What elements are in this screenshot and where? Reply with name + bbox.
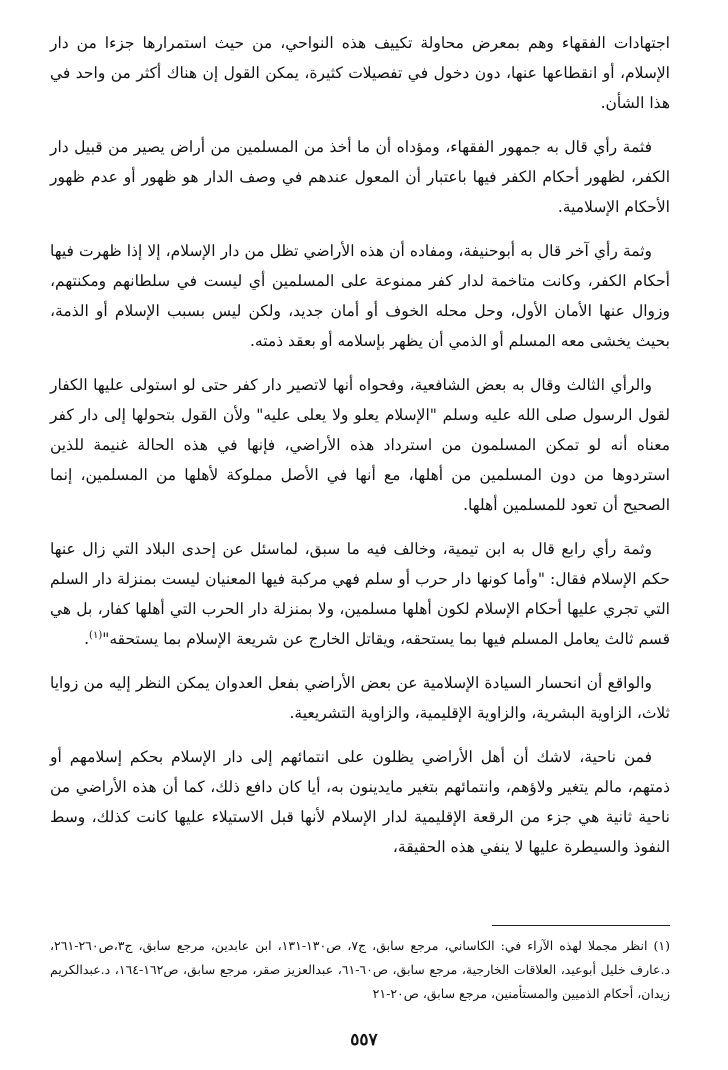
footnote-reference: (١) — [89, 629, 103, 641]
paragraph-4: والرأي الثالث وقال به بعض الشافعية، وفحواه أنها لاتصير دار كفر حتى لو استولى عليها الكفار لقول الرسول صلى الله عليه وسلم "الإسلام يعلو ولا يعلى عليه" ولأن القول بتحولها إلى دار كفر معناه أنه لو تمكن المسلمون من استرداد هذه الأراضي، فإنها في هذه الحالة غنيمة للذين استردوها من دون المسلمين من أهلها، مع أنها في الأصل مملوكة لأهلها من المسلمين، إنما الصحيح أن تعود للمسلمين أهلها. — [50, 376, 670, 514]
paragraph-1: اجتهادات الفقهاء وهم بمعرض محاولة تكييف هذه النواحي، من حيث استمرارها جزءا من دار الإسلام، أو انقطاعها عنها، دون دخول في تفصيلات كثيرة، يمكن القول إن هناك أكثر من واحد في هذا الشأن. — [50, 34, 670, 112]
paragraph-5: وثمة رأي رابع قال به ابن تيمية، وخالف فيه ما سبق، لماسئل عن إحدى البلاد التي زال عنها حكم الإسلام فقال: "وأما كونها دار حرب أو سلم فهي مركبة فيها المعنيان ليست بمنزلة دار السلم التي تجري عليها أحكام الإسلام لكون أهلها مسلمين، ولا بمنزلة دار الحرب التي أهلها كفار، بل هي قسم ثالث يعامل المسلم فيها بما يستحقه، ويقاتل الخارج عن شريعة الإسلام بما يستحقه"$^{(١)}$. — [50, 540, 670, 648]
page-number: ٥٥٧ — [350, 1030, 378, 1050]
paragraph-5-text: وثمة رأي رابع قال به ابن تيمية، وخالف فيه ما سبق، لماسئل عن إحدى البلاد التي زال عنها حكم الإسلام فقال: "وأما كونها دار حرب أو سلم فهي مركبة فيها المعنيان ليست بمنزلة دار السلم التي تجري عليها أحكام الإسلام لكون أهلها مسلمين، ولا بمنزلة دار الحرب التي أهلها كفار، بل هي قسم ثالث يعامل المسلم فيها بما يستحقه، ويقاتل الخارج عن شريعة الإسلام بما يستحقه" — [50, 540, 670, 648]
footnote: (١) انظر مجملا لهذه الآراء في: الكاساني، مرجع سابق، ج٧، ص١٣٠-١٣١، ابن عابدين، مرجع سابق، ج٣،ص٢٦٠-٢٦١، د.عارف خليل أبوعيد، العلاقات الخارجية، مرجع سابق، ص٦٠-٦١، عبدالعزيز صقر، مرجع سابق، ص١٦٢-١٦٤، د.عبدالكريم زيدان، أحكام الذميين والمستأمنين، مرجع سابق، ص٢٠-٢١ — [50, 938, 671, 1001]
footnote-divider — [492, 925, 670, 926]
page-body — [50, 28, 670, 876]
paragraph-3: وثمة رأي آخر قال به أبوحنيفة، ومفاده أن هذه الأراضي تظل من دار الإسلام، إلا إذا ظهرت فيها أحكام الكفر، وكانت متاخمة لدار كفر ممنوعة على المسلمين أي ليست في سلطانهم ومكنتهم، وزوال عنها الأمان الأول، وحل محله الخوف أو أمان جديد، ولكن ليس بسبب الإسلام أو الذمة، بحيث يخشى معه المسلم أو الذمي أن يظهر بإسلامه أو بعقد ذمته. — [50, 242, 670, 350]
paragraph-6: والواقع أن انحسار السيادة الإسلامية عن بعض الأراضي بفعل العدوان يمكن النظر إليه من زوايا ثلاث، الزاوية البشرية، والزاوية الإقليمية، والزاوية التشريعية. — [50, 674, 670, 722]
paragraph-2: فثمة رأي قال به جمهور الفقهاء، ومؤداه أن ما أخذ من المسلمين من أراض يصير من قبيل دار الكفر، لظهور أحكام الكفر فيها باعتبار أن المعول عندهم في وصف الدار هو ظهور أو عدم ظهور الأحكام الإسلامية. — [50, 138, 670, 216]
paragraph-7: فمن ناحية، لاشك أن أهل الأراضي يظلون على انتمائهم إلى دار الإسلام بحكم إسلامهم أو ذمتهم، مالم يتغير ولاؤهم، وانتمائهم بتغير مايدينون به، أيا كان دافع ذلك، كما أن هذه الأراضي من ناحية ثانية هي جزء من الرقعة الإقليمية لدار الإسلام لأنها قبل الاستيلاء عليها كانت كذلك، وسط النفوذ والسيطرة عليها لا ينفي هذه الحقيقة، — [50, 748, 670, 856]
